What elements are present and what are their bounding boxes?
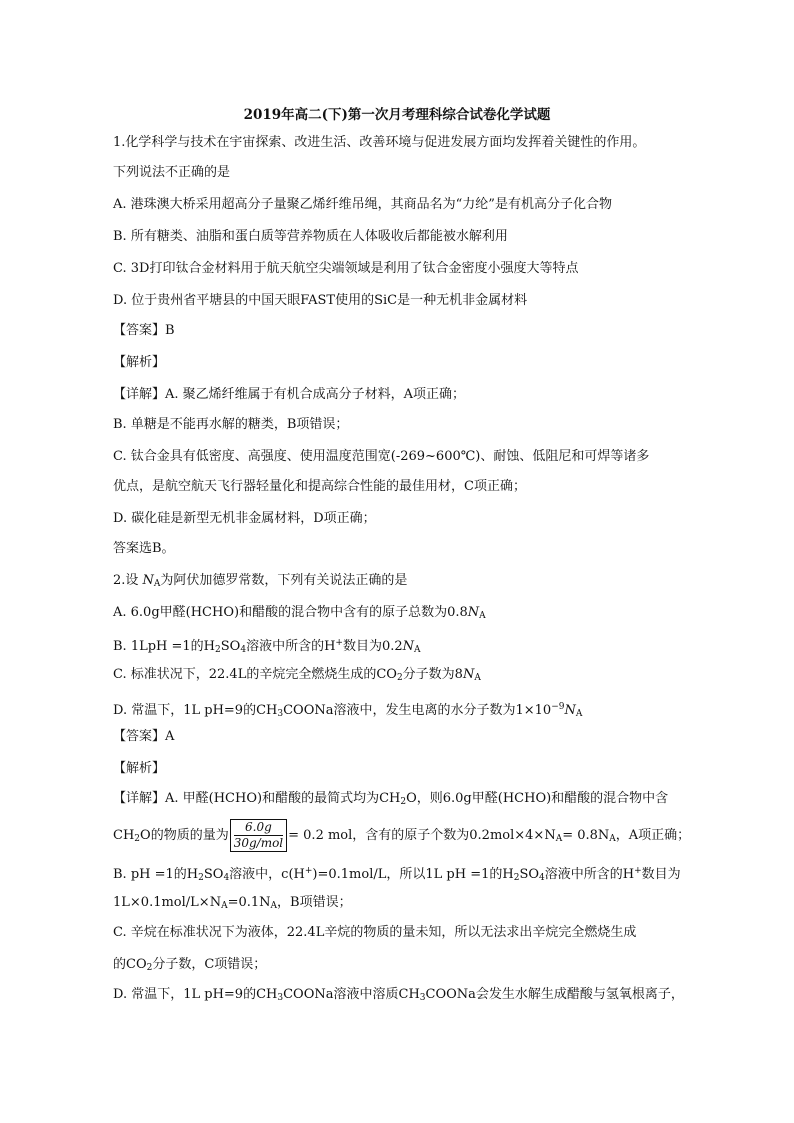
q2-option-d-text: D. 常温下，1L pH=9的CH bbox=[113, 703, 278, 718]
na-subscript: A bbox=[609, 834, 616, 844]
q2-detail-a-line-1 bbox=[113, 790, 668, 811]
q1-detail-c-line-2: 优点，是航空航天飞行器轻量化和提高综合性能的最佳用材，C项正确； bbox=[113, 479, 526, 494]
q1-detail-d: D. 碳化硅是新型无机非金属材料，D项正确； bbox=[113, 511, 376, 526]
q1-conclusion: 答案选B。 bbox=[113, 541, 175, 556]
q2-option-c-text: C. 标准状况下，22.4L的辛烷完全燃烧生成的CO bbox=[113, 667, 397, 682]
na-subscript: A bbox=[153, 579, 161, 589]
q2-option-d bbox=[113, 698, 582, 723]
q2-detail-text: 溶液中所含的H bbox=[544, 867, 635, 882]
na-symbol: N bbox=[467, 605, 480, 620]
q2-option-c bbox=[113, 666, 481, 687]
subscript: 2 bbox=[396, 673, 403, 683]
q2-detail-text: COONa溶液中溶质CH bbox=[283, 987, 420, 1002]
na-subscript: A bbox=[414, 645, 421, 655]
subscript: 2 bbox=[513, 873, 520, 883]
q2-detail-text: B. pH =1的H bbox=[113, 867, 199, 882]
na-subscript: A bbox=[221, 901, 228, 911]
na-subscript: A bbox=[575, 709, 583, 719]
q2-option-c-text: 分子数为8 bbox=[402, 667, 463, 682]
subscript: 4 bbox=[539, 873, 545, 883]
q2-analysis-heading: 【解析】 bbox=[113, 761, 166, 776]
q1-detail-c-line-1: C. 钛合金具有低密度、高强度、使用温度范围宽(-269~600℃)、耐蚀、低阻尼和可焊等诸多 bbox=[113, 449, 650, 464]
q2-detail-text: ，A项正确； bbox=[615, 828, 691, 843]
q2-stem-text: 为阿伏加德罗常数，下列有关说法正确的是 bbox=[160, 573, 408, 588]
q2-detail-text: 1L×0.1mol/L×N bbox=[113, 895, 222, 910]
q2-detail-b-line-1 bbox=[113, 862, 681, 887]
q2-detail-a-line-2 bbox=[113, 818, 690, 857]
q1-detail-a: 【详解】A. 聚乙烯纤维属于有机合成高分子材料，A项正确； bbox=[113, 387, 466, 402]
q1-answer: 【答案】B bbox=[113, 323, 175, 338]
q2-detail-text: 数目为 bbox=[641, 867, 681, 882]
q1-analysis-heading: 【解析】 bbox=[113, 355, 166, 370]
q2-detail-text: = 0.2 mol，含有的原子个数为0.2mol×4×N bbox=[288, 828, 556, 843]
subscript: 3 bbox=[277, 709, 284, 719]
subscript: 2 bbox=[134, 834, 141, 844]
q2-stem bbox=[113, 572, 407, 593]
q1-option-c: C. 3D打印钛合金材料用于航天航空尖端领域是利用了钛合金密度小强度大等特点 bbox=[113, 261, 579, 276]
q1-option-b: B. 所有糖类、油脂和蛋白质等营养物质在人体吸收后都能被水解利用 bbox=[113, 229, 508, 244]
q2-detail-text: )=0.1mol/L，所以1L pH =1的H bbox=[312, 867, 514, 882]
subscript: 3 bbox=[419, 993, 426, 1003]
q2-option-b-text: 数目为0.2 bbox=[342, 639, 403, 654]
page-title: 2019年高二(下)第一次月考理科综合试卷化学试题 bbox=[243, 107, 551, 123]
q1-detail-b: B. 单糖是不能再水解的糖类，B项错误； bbox=[113, 417, 349, 432]
q2-option-a-text: A. 6.0g甲醛(HCHO)和醋酸的混合物中含有的原子总数为0.8 bbox=[113, 605, 468, 620]
q2-detail-text: COONa会发生水解生成醋酸与氢氧根离子， bbox=[425, 987, 684, 1002]
subscript: 2 bbox=[146, 963, 153, 973]
superscript: + bbox=[634, 866, 642, 876]
q2-option-d-text: COONa溶液中，发生电离的水分子数为1×10 bbox=[283, 703, 552, 718]
q2-detail-text: SO bbox=[203, 867, 224, 882]
q2-detail-c-line-1: C. 辛烷在标准状况下为液体，22.4L辛烷的物质的量未知，所以无法求出辛烷完全燃烧生成 bbox=[113, 925, 637, 940]
na-subscript: A bbox=[474, 673, 481, 683]
superscript: + bbox=[304, 866, 313, 876]
na-symbol: N bbox=[564, 703, 576, 718]
q1-option-d: D. 位于贵州省平塘县的中国天眼FAST使用的SiC是一种无机非金属材料 bbox=[113, 293, 528, 308]
fraction-denominator: 30g/mol bbox=[233, 836, 284, 850]
fraction-box bbox=[230, 819, 287, 852]
na-subscript: A bbox=[555, 834, 563, 844]
subscript: 4 bbox=[240, 645, 247, 655]
q1-stem-line-2: 下列说法不正确的是 bbox=[113, 165, 231, 180]
subscript: 2 bbox=[198, 873, 204, 883]
q2-detail-text: ，B项错误； bbox=[277, 895, 352, 910]
superscript: −9 bbox=[551, 702, 565, 712]
na-subscript: A bbox=[270, 901, 278, 911]
q2-detail-text: 分子数，C项错误； bbox=[152, 957, 267, 972]
na-symbol: N bbox=[142, 573, 154, 588]
subscript: 2 bbox=[215, 645, 221, 655]
superscript: + bbox=[335, 638, 343, 648]
q2-option-b-text: 溶液中所含的H bbox=[246, 639, 336, 654]
na-symbol: N bbox=[402, 639, 415, 654]
q2-option-b-text: SO bbox=[220, 639, 241, 654]
q1-stem-line-1: 1.化学科学与技术在宇宙探索、改进生活、改善环境与促进发展方面均发挥着关键性的作用。 bbox=[113, 135, 646, 150]
fraction-numerator: 6.0g bbox=[234, 820, 283, 836]
subscript: 3 bbox=[277, 993, 284, 1003]
q2-detail-text: =0.1N bbox=[227, 895, 271, 910]
q2-detail-text: SO bbox=[519, 867, 540, 882]
q2-detail-text: D. 常温下，1L pH=9的CH bbox=[113, 987, 278, 1002]
q2-detail-text: O的物质的量为 bbox=[140, 828, 229, 843]
q2-detail-text: O，则6.0g甲醛(HCHO)和醋酸的混合物中含 bbox=[406, 791, 669, 806]
q2-stem-prefix: 2.设 bbox=[113, 573, 143, 588]
q2-option-b bbox=[113, 634, 421, 659]
q2-detail-text: = 0.8N bbox=[562, 828, 610, 843]
q2-detail-text: 的CO bbox=[113, 957, 147, 972]
q2-detail-text: 溶液中，c(H bbox=[229, 867, 305, 882]
subscript: 2 bbox=[400, 797, 407, 807]
subscript: 4 bbox=[223, 873, 230, 883]
q2-answer: 【答案】A bbox=[113, 729, 175, 744]
q2-detail-text: CH bbox=[113, 828, 135, 843]
q2-detail-text: 【详解】A. 甲醛(HCHO)和醋酸的最简式均为CH bbox=[113, 791, 401, 806]
q2-detail-d bbox=[113, 986, 684, 1007]
q2-option-a bbox=[113, 604, 486, 625]
q2-option-b-text: B. 1LpH =1的H bbox=[113, 639, 216, 654]
na-subscript: A bbox=[479, 611, 486, 621]
q2-detail-c-line-2 bbox=[113, 956, 266, 977]
na-symbol: N bbox=[462, 667, 475, 682]
q1-option-a: A. 港珠澳大桥采用超高分子量聚乙烯纤维吊绳，其商品名为“力纶”是有机高分子化合物 bbox=[113, 197, 612, 212]
q2-detail-b-line-2 bbox=[113, 894, 352, 915]
